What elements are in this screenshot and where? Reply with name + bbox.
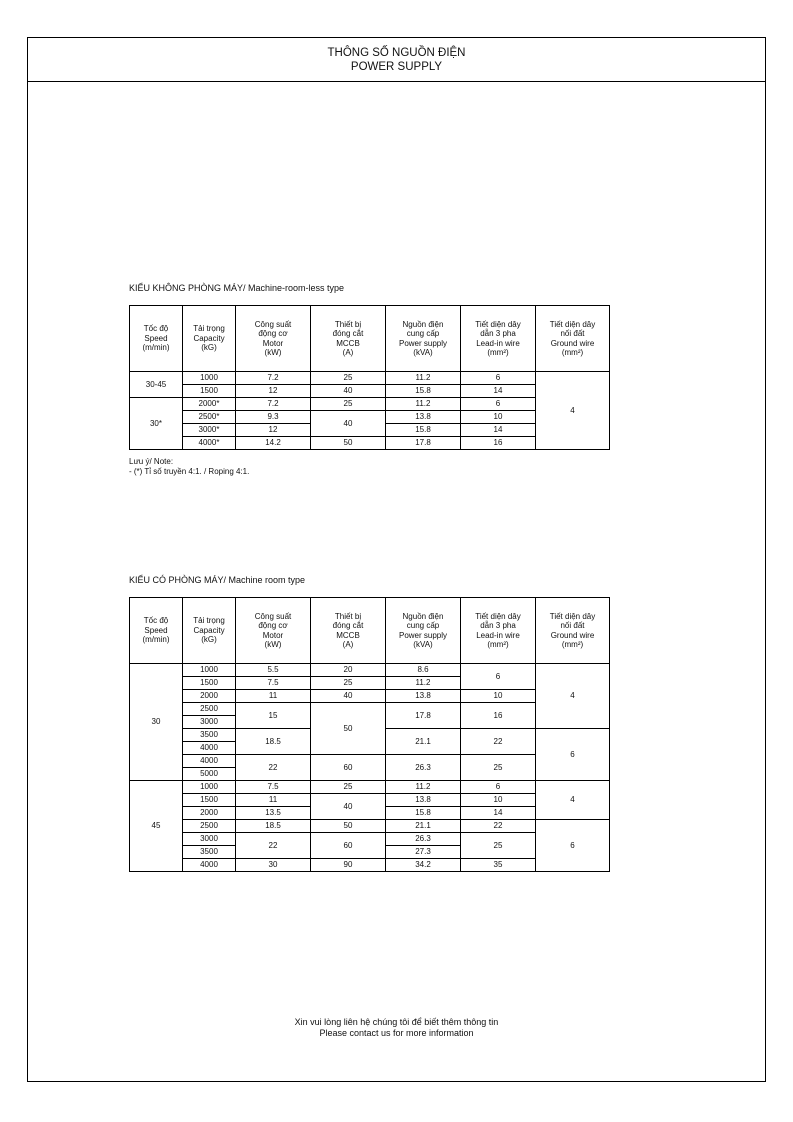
page-header <box>28 38 765 82</box>
mccb-cell: 40 <box>311 411 386 437</box>
col-motor: Công suất động cơ Motor (kW) <box>236 598 311 664</box>
footer-vi: Xin vui lòng liên hệ chúng tôi để biết thêm thông tin <box>294 1017 499 1027</box>
lead-cell: 16 <box>461 437 536 450</box>
motor-cell: 5.5 <box>236 664 311 677</box>
col-capacity: Tải trọng Capacity (kG) <box>183 598 236 664</box>
lead-cell: 6 <box>461 398 536 411</box>
motor-cell: 18.5 <box>236 729 311 755</box>
mccb-cell: 25 <box>311 398 386 411</box>
supply-cell: 13.8 <box>386 690 461 703</box>
mccb-cell: 20 <box>311 664 386 677</box>
capacity-cell: 3500 <box>183 846 236 859</box>
motor-cell: 7.2 <box>236 372 311 385</box>
ground-cell: 6 <box>536 820 610 872</box>
capacity-cell: 1500 <box>183 385 236 398</box>
mccb-cell: 40 <box>311 385 386 398</box>
capacity-cell: 2500* <box>183 411 236 424</box>
supply-cell: 15.8 <box>386 424 461 437</box>
capacity-cell: 1500 <box>183 677 236 690</box>
capacity-cell: 2000 <box>183 690 236 703</box>
supply-cell: 13.8 <box>386 411 461 424</box>
speed-cell: 45 <box>130 781 183 872</box>
lead-cell: 10 <box>461 411 536 424</box>
mccb-cell: 40 <box>311 794 386 820</box>
col-lead: Tiết diện dây dẫn 3 pha Lead-in wire (mm²) <box>461 598 536 664</box>
supply-cell: 21.1 <box>386 729 461 755</box>
supply-cell: 8.6 <box>386 664 461 677</box>
ground-cell: 4 <box>536 372 610 450</box>
motor-cell: 15 <box>236 703 311 729</box>
capacity-cell: 1000 <box>183 664 236 677</box>
lead-cell: 16 <box>461 703 536 729</box>
col-motor: Công suất động cơ Motor (kW) <box>236 306 311 372</box>
lead-cell: 22 <box>461 820 536 833</box>
table-row <box>130 664 610 677</box>
col-mccb: Thiết bị đóng cắt MCCB (A) <box>311 306 386 372</box>
supply-cell: 21.1 <box>386 820 461 833</box>
table-row <box>130 781 610 794</box>
mccb-cell: 90 <box>311 859 386 872</box>
lead-cell: 25 <box>461 755 536 781</box>
supply-cell: 17.8 <box>386 703 461 729</box>
mccb-cell: 50 <box>311 703 386 755</box>
supply-cell: 15.8 <box>386 385 461 398</box>
supply-cell: 13.8 <box>386 794 461 807</box>
ground-cell: 4 <box>536 664 610 729</box>
mccb-cell: 40 <box>311 690 386 703</box>
lead-cell: 6 <box>461 372 536 385</box>
mccb-cell: 50 <box>311 437 386 450</box>
supply-cell: 26.3 <box>386 833 461 846</box>
motor-cell: 7.5 <box>236 781 311 794</box>
supply-cell: 27.3 <box>386 846 461 859</box>
lead-cell: 6 <box>461 664 536 690</box>
motor-cell: 11 <box>236 794 311 807</box>
capacity-cell: 1000 <box>183 372 236 385</box>
motor-cell: 12 <box>236 424 311 437</box>
capacity-cell: 4000 <box>183 742 236 755</box>
speed-cell: 30 <box>130 664 183 781</box>
col-ground: Tiết diện dây nối đất Ground wire (mm²) <box>536 598 610 664</box>
supply-cell: 34.2 <box>386 859 461 872</box>
mccb-cell: 25 <box>311 372 386 385</box>
mrl-section-title: KIỂU KHÔNG PHÒNG MÁY/ Machine-room-less type <box>129 283 345 293</box>
col-speed: Tốc độ Speed (m/min) <box>130 306 183 372</box>
motor-cell: 12 <box>236 385 311 398</box>
motor-cell: 22 <box>236 833 311 859</box>
footer-en: Please contact us for more information <box>319 1028 474 1038</box>
supply-cell: 11.2 <box>386 372 461 385</box>
supply-cell: 11.2 <box>386 677 461 690</box>
lead-cell: 10 <box>461 690 536 703</box>
motor-cell: 14.2 <box>236 437 311 450</box>
capacity-cell: 4000* <box>183 437 236 450</box>
capacity-cell: 2500 <box>183 703 236 716</box>
mr-table <box>129 597 610 872</box>
supply-cell: 17.8 <box>386 437 461 450</box>
mccb-cell: 25 <box>311 677 386 690</box>
table-row <box>130 372 610 385</box>
col-speed: Tốc độ Speed (m/min) <box>130 598 183 664</box>
header-row <box>130 306 610 372</box>
motor-cell: 11 <box>236 690 311 703</box>
supply-cell: 11.2 <box>386 781 461 794</box>
capacity-cell: 2000 <box>183 807 236 820</box>
note-title: Lưu ý/ Note: <box>129 457 174 466</box>
lead-cell: 25 <box>461 833 536 859</box>
capacity-cell: 1500 <box>183 794 236 807</box>
capacity-cell: 3000 <box>183 833 236 846</box>
col-mccb: Thiết bị đóng cắt MCCB (A) <box>311 598 386 664</box>
supply-cell: 26.3 <box>386 755 461 781</box>
ground-cell: 4 <box>536 781 610 820</box>
motor-cell: 13.5 <box>236 807 311 820</box>
capacity-cell: 3500 <box>183 729 236 742</box>
motor-cell: 9.3 <box>236 411 311 424</box>
col-lead: Tiết diện dây dẫn 3 pha Lead-in wire (mm²) <box>461 306 536 372</box>
motor-cell: 30 <box>236 859 311 872</box>
col-capacity: Tải trọng Capacity (kG) <box>183 306 236 372</box>
page-frame <box>27 37 766 1082</box>
supply-cell: 11.2 <box>386 398 461 411</box>
lead-cell: 22 <box>461 729 536 755</box>
capacity-cell: 5000 <box>183 768 236 781</box>
lead-cell: 6 <box>461 781 536 794</box>
capacity-cell: 2000* <box>183 398 236 411</box>
motor-cell: 7.2 <box>236 398 311 411</box>
capacity-cell: 2500 <box>183 820 236 833</box>
capacity-cell: 4000 <box>183 755 236 768</box>
col-supply: Nguồn điện cung cấp Power supply (kVA) <box>386 598 461 664</box>
capacity-cell: 1000 <box>183 781 236 794</box>
col-ground: Tiết diện dây nối đất Ground wire (mm²) <box>536 306 610 372</box>
mccb-cell: 50 <box>311 820 386 833</box>
motor-cell: 7.5 <box>236 677 311 690</box>
header-row <box>130 598 610 664</box>
capacity-cell: 3000 <box>183 716 236 729</box>
mccb-cell: 25 <box>311 781 386 794</box>
mr-section-title: KIỂU CÓ PHÒNG MÁY/ Machine room type <box>129 575 306 585</box>
supply-cell: 15.8 <box>386 807 461 820</box>
lead-cell: 35 <box>461 859 536 872</box>
mrl-notes <box>129 457 249 477</box>
title-vi: THÔNG SỐ NGUỒN ĐIỆN <box>327 47 466 59</box>
lead-cell: 10 <box>461 794 536 807</box>
motor-cell: 22 <box>236 755 311 781</box>
page-footer <box>0 1017 793 1039</box>
mccb-cell: 60 <box>311 833 386 859</box>
lead-cell: 14 <box>461 385 536 398</box>
speed-cell: 30* <box>130 398 183 450</box>
capacity-cell: 3000* <box>183 424 236 437</box>
lead-cell: 14 <box>461 807 536 820</box>
speed-cell: 30-45 <box>130 372 183 398</box>
mccb-cell: 60 <box>311 755 386 781</box>
title-en: POWER SUPPLY <box>350 61 443 73</box>
ground-cell: 6 <box>536 729 610 781</box>
col-supply: Nguồn điện cung cấp Power supply (kVA) <box>386 306 461 372</box>
motor-cell: 18.5 <box>236 820 311 833</box>
capacity-cell: 4000 <box>183 859 236 872</box>
note-line: - (*) Tỉ số truyền 4:1. / Roping 4:1. <box>129 467 250 476</box>
table-row <box>130 820 610 833</box>
lead-cell: 14 <box>461 424 536 437</box>
mrl-table <box>129 305 610 450</box>
